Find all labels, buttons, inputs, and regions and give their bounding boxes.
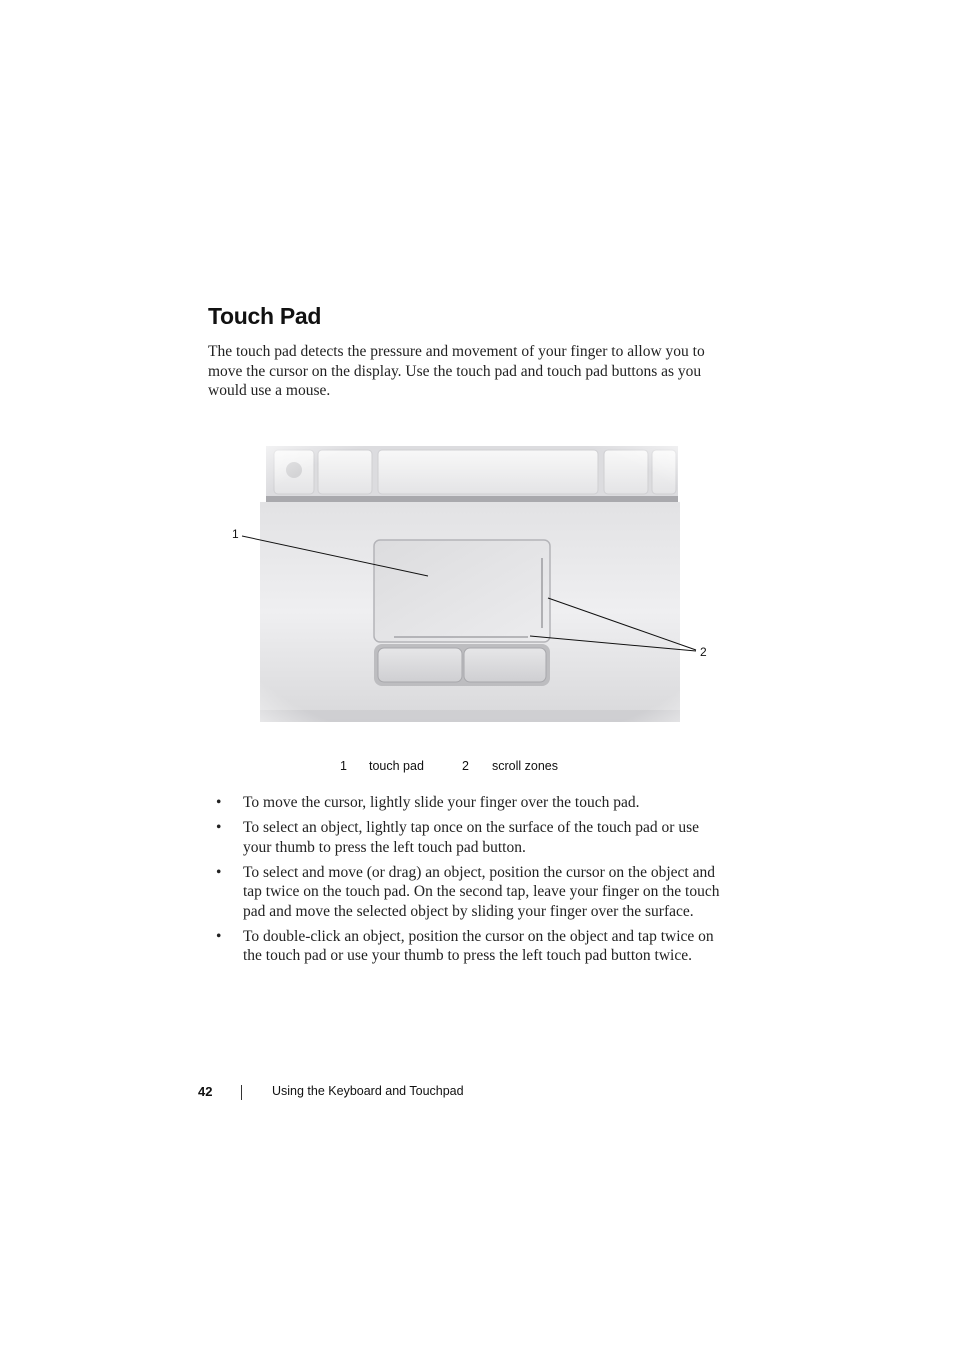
list-item [216, 863, 726, 922]
bullet-marker: • [216, 819, 222, 836]
bullet-marker: • [216, 863, 222, 881]
page-number: 42 [198, 1084, 213, 1099]
list-item [216, 793, 726, 813]
list-item-text: To double-click an object, position the cursor on the object and tap twice on the touch pad or use your thumb to press the left touch pad button twice. [243, 927, 714, 964]
section-title: Touch Pad [208, 303, 322, 329]
callout-number-1: 1 [232, 527, 239, 541]
bullet-marker: • [216, 794, 222, 811]
legend-label: scroll zones [492, 759, 558, 773]
legend-label: touch pad [369, 759, 424, 773]
callout-number-2: 2 [700, 645, 707, 659]
list-item [216, 927, 726, 966]
list-item [216, 818, 726, 857]
legend-number: 2 [462, 759, 469, 773]
bullet-marker: • [216, 927, 222, 945]
legend-number: 1 [340, 759, 347, 773]
intro-paragraph: The touch pad detects the pressure and movement of your finger to allow you to move the cursor on the display. Use the touch pad and touch pad buttons as you would use a mouse. [208, 343, 705, 399]
chapter-title: Using the Keyboard and Touchpad [272, 1084, 464, 1098]
list-item-text: To select and move (or drag) an object, position the cursor on the object and tap twice on the touch pad. On the second tap, leave your finger on the touch pad and move the selected object by sliding your finger over the surface. [243, 863, 720, 920]
list-item-text: To select an object, lightly tap once on the surface of the touch pad or use your thumb to press the left touch pad button. [243, 819, 700, 856]
touchpad-figure [226, 440, 726, 740]
list-item-text: To move the cursor, lightly slide your finger over the touch pad. [243, 794, 640, 811]
touchpad-illustration [226, 440, 726, 740]
footer-divider [241, 1085, 242, 1100]
instruction-list [216, 793, 726, 971]
